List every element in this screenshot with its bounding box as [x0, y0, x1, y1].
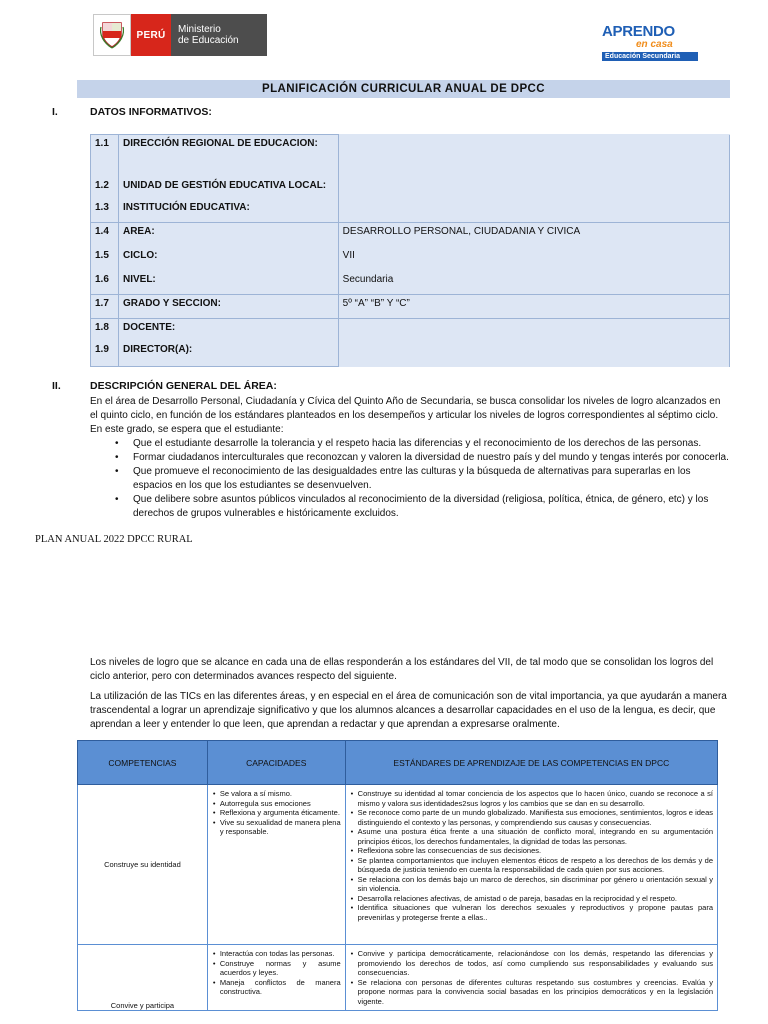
grade-expectation-intro: En este grado, se espera que el estudiante: [90, 424, 284, 435]
educacion-secundaria-text: Educación Secundaria [602, 52, 698, 61]
list-item: • Convive y participa democráticamente, relacionándose con los demás, respetando las diferencias y promoviendo los derechos de todos, así como cumpliendo sus responsabilidades y evaluando sus consecuencias. [350, 949, 713, 978]
datos-value[interactable]: Secundaria [338, 271, 729, 295]
datos-label: NIVEL: [118, 271, 338, 295]
list-item: • Reflexiona y argumenta éticamente. [212, 808, 341, 818]
datos-row-1-4 [91, 223, 730, 247]
list-item: • Que promueve el reconocimiento de las desigualdades entre las culturas y la búsqueda de alternativas para superarlas en los espacios en los que los estudiantes se desenvuelven. [90, 465, 730, 493]
datos-row-1-5 [91, 247, 730, 271]
datos-label: AREA: [118, 223, 338, 247]
datos-label: DIRECTOR(A): [118, 341, 338, 367]
table-row [78, 785, 718, 945]
datos-num: 1.4 [91, 223, 119, 247]
competencia-cell: Convive y participa [78, 945, 208, 1011]
aprendo-en-casa-logo [602, 24, 698, 62]
aprendo-text: APRENDO [602, 23, 675, 40]
plan-footer-label: PLAN ANUAL 2022 DPCC RURAL [35, 534, 193, 545]
document-title: PLANIFICACIÓN CURRICULAR ANUAL DE DPCC [77, 80, 730, 98]
header-capacidades: CAPACIDADES [207, 741, 345, 785]
datos-informativos-table [90, 134, 730, 367]
page-header [0, 0, 768, 72]
list-item: • Maneja conflictos de manera constructiva. [212, 978, 341, 997]
list-item: • Formar ciudadanos interculturales que reconozcan y valoren la diversidad de nuestro país y del mundo y tengas interés por conocerla. [90, 451, 730, 465]
datos-value[interactable] [338, 135, 729, 223]
estandares-cell [345, 785, 717, 945]
list-item: • Que el estudiante desarrolle la tolerancia y el respeto hacia las diferencias y el reconocimiento de los derechos de las personas. [90, 437, 730, 451]
list-item: • Autorregula sus emociones [212, 799, 341, 809]
datos-num: 1.9 [91, 341, 119, 367]
list-item: • Desarrolla relaciones afectivas, de amistad o de pareja, basadas en la reciprocidad y el respeto. [350, 894, 713, 904]
list-item: • Que delibere sobre asuntos públicos vinculados al reconocimiento de la diversidad (religiosa, política, étnica, de género, etc) y los derechos de grupos vulnerables e históricamente excluidos. [90, 493, 730, 521]
header-competencias: COMPETENCIAS [78, 741, 208, 785]
list-item: • Construye su identidad al tomar conciencia de los aspectos que lo hacen único, cuando se reconoce a sí mismo y valora sus identidades2sus logros y los cambios que se dan en su desarrollo. [350, 789, 713, 808]
list-item: • Reflexiona sobre las consecuencias de sus decisiones. [350, 846, 713, 856]
datos-label: GRADO Y SECCION: [118, 295, 338, 319]
list-item: • Se reconoce como parte de un mundo globalizado. Manifiesta sus emociones, sentimientos, logros e ideas distinguiendo el contexto y las personas, y comprendiendo sus causas y consecuencias. [350, 808, 713, 827]
estandares-cell [345, 945, 717, 1011]
peru-label: PERÚ [131, 14, 171, 56]
competencia-cell: Construye su identidad [78, 785, 208, 945]
list-item: • Interactúa con todas las personas. [212, 949, 341, 959]
datos-row-1-8 [91, 319, 730, 341]
datos-num: 1.6 [91, 271, 119, 295]
datos-value[interactable]: 5º “A” “B” Y “C” [338, 295, 729, 319]
datos-label: DIRECCIÓN REGIONAL DE EDUCACION: [118, 135, 338, 177]
datos-row-1-7 [91, 295, 730, 319]
datos-value[interactable]: DESARROLLO PERSONAL, CIUDADANIA Y CIVICA [338, 223, 729, 247]
section-2-title: DESCRIPCIÓN GENERAL DEL ÁREA: [90, 380, 277, 392]
section-1-number: I. [52, 106, 58, 118]
achievement-levels-paragraph: Los niveles de logro que se alcance en cada una de ellas responderán a los estándares del VII, de tal modo que se consolidan los logros del ciclo anterior, pero con determinados avances respecto del siguiente. [90, 657, 714, 682]
ministerio-label [171, 14, 267, 56]
list-item: • Vive su sexualidad de manera plena y responsable. [212, 818, 341, 837]
expectations-list [90, 437, 730, 521]
datos-label: INSTITUCIÓN EDUCATIVA: [118, 199, 338, 223]
table-row [78, 945, 718, 1011]
datos-num: 1.5 [91, 247, 119, 271]
minedu-logo [93, 14, 267, 56]
list-item: • Identifica situaciones que vulneran los derechos sexuales y reproductivos y propone pautas para prevenirlas y protegerse frente a ellas.. [350, 903, 713, 922]
tics-paragraph: La utilización de las TICs en las diferentes áreas, y en especial en el área de comunicación son de vital importancia, ya que ayudarán a manera trascendental a lograr un aprendizaje significativo y que los alumnos alcances a desarrollar capacidades en el uso de la lengua, es decir, que aprendan a leer y entender lo que leen, que aprendan a redactar y que aprendan a expresarse oralmente. [90, 691, 727, 730]
datos-row-1-6 [91, 271, 730, 295]
list-item: • Se relaciona con personas de diferentes culturas respetando sus costumbres y creencias. Evalúa y propone normas para la convivencia social basadas en los principios democráticos y en la legislación vigente. [350, 978, 713, 1007]
datos-value[interactable]: VII [338, 247, 729, 271]
ministerio-line2: de Educación [178, 35, 239, 46]
list-item: • Se plantea comportamientos que incluyen elementos éticos de respeto a los derechos de los demás y de búsqueda de justicia teniendo en cuenta la responsabilidad de cada quien por sus acciones. [350, 856, 713, 875]
datos-label: DOCENTE: [118, 319, 338, 341]
header-estandares: ESTÁNDARES DE APRENDIZAJE DE LAS COMPETENCIAS EN DPCC [345, 741, 717, 785]
table-header-row [78, 741, 718, 785]
datos-num: 1.2 [91, 177, 119, 199]
datos-num: 1.1 [91, 135, 119, 177]
area-description-paragraph: En el área de Desarrollo Personal, Ciudadanía y Cívica del Quinto Año de Secundaria, se busca consolidar los niveles de logro alcanzados en el quinto ciclo, en función de los estándares planteados en los desempeños y articular los niveles de logros correspondientes al séptimo ciclo. [90, 396, 721, 421]
datos-num: 1.3 [91, 199, 119, 223]
section-1-title: DATOS INFORMATIVOS: [90, 106, 212, 118]
datos-value[interactable] [338, 319, 729, 367]
competencias-table [77, 740, 718, 1011]
coat-of-arms-icon [93, 14, 131, 56]
datos-label: CICLO: [118, 247, 338, 271]
datos-label: UNIDAD DE GESTIÓN EDUCATIVA LOCAL: [118, 177, 338, 199]
datos-num: 1.8 [91, 319, 119, 341]
capacidades-cell [207, 945, 345, 1011]
list-item: • Asume una postura ética frente a una situación de conflicto moral, integrando en su argumentación principios éticos, los derechos fundamentales, la dignidad de todas las personas. [350, 827, 713, 846]
list-item: • Construye normas y asume acuerdos y leyes. [212, 959, 341, 978]
en-casa-text: en casa [636, 39, 673, 50]
list-item: • Se relaciona con los demás bajo un marco de derechos, sin discriminar por género u orientación sexual y sin violencia. [350, 875, 713, 894]
section-2-number: II. [52, 380, 61, 392]
ministerio-line1: Ministerio [178, 24, 221, 35]
datos-row-1-1 [91, 135, 730, 177]
capacidades-cell [207, 785, 345, 945]
list-item: • Se valora a sí mismo. [212, 789, 341, 799]
datos-num: 1.7 [91, 295, 119, 319]
